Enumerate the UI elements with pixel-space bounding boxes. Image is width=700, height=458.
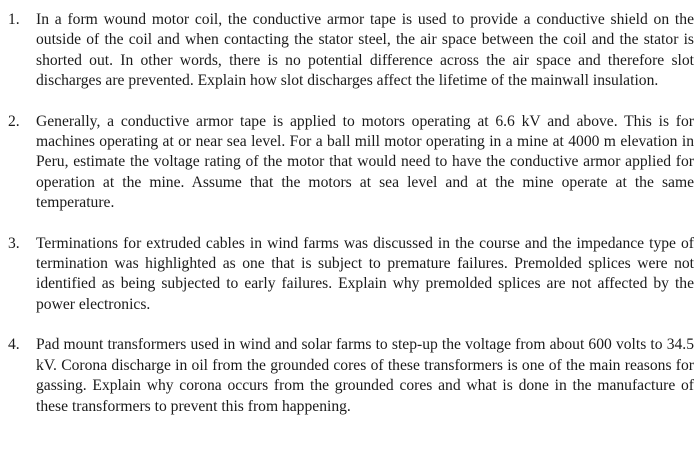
question-4-text: Pad mount transformers used in wind and solar farms to step-up the voltage from about 600 volts to 34.5 kV. Corona discharge in oil from the grounded cores of these transformers is one of the main reasons for gassing. Explain why corona occurs from the grounded cores and what is done in the manufacture of these transformers to prevent this from happening.	[36, 336, 694, 415]
question-4-number: 4.	[8, 336, 20, 354]
question-4	[8, 335, 694, 417]
question-2-number: 2.	[8, 112, 20, 130]
question-3-number: 3.	[8, 234, 20, 252]
question-3-text: Terminations for extruded cables in wind farms was discussed in the course and the impedance type of termination was highlighted as one that is subject to premature failures. Premolded splices were not identified as being subjected to early failures. Explain why premolded splices are not affected by the power electronics.	[36, 234, 694, 313]
question-1	[8, 10, 694, 92]
question-2	[8, 112, 694, 214]
question-3	[8, 234, 694, 316]
question-1-text: In a form wound motor coil, the conductive armor tape is used to provide a conductive shield on the outside of the coil and when contacting the stator steel, the air space between the coil and the stator is shorted out. In other words, there is no potential difference across the air space and therefore slot discharges are prevented. Explain how slot discharges affect the lifetime of the mainwall insulation.	[36, 11, 694, 90]
question-2-text: Generally, a conductive armor tape is applied to motors operating at 6.6 kV and above. This is for machines operating at or near sea level. For a ball mill motor operating in a mine at 4000 m elevation in Peru, estimate the voltage rating of the motor that would need to have the conductive armor applied for operation at the mine. Assume that the motors at sea level and at the mine operate at the same temperature.	[36, 112, 694, 212]
question-1-number: 1.	[8, 11, 20, 28]
